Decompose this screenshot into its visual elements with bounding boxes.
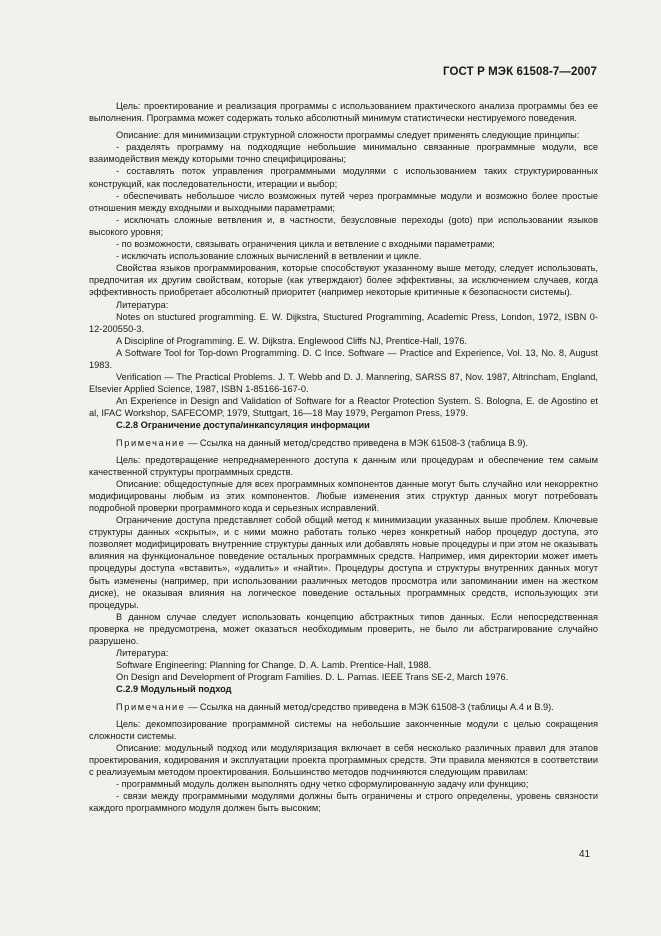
literature-label: Литература: [116, 648, 169, 659]
note-label: Примечание [116, 437, 186, 448]
literature-label: Литература: [116, 299, 169, 310]
note-paragraph [89, 437, 598, 449]
note-paragraph [89, 701, 598, 713]
list-item: - исключать использование сложных вычислений в ветвлении и цикле. [116, 251, 422, 262]
description-paragraph: Описание: для минимизации структурной сложности программы следует применять следующие принципы: [116, 130, 580, 141]
note-text: — Ссылка на данный метод/средство приведена в МЭК 61508-3 (таблицы А.4 и В.9). [185, 701, 554, 712]
note-text: — Ссылка на данный метод/средство приведена в МЭК 61508-3 (таблица В.9). [185, 437, 529, 448]
note-label: Примечание [116, 701, 186, 712]
description-paragraph: Описание: модульный подход или модуляризация включает в себя несколько различных правил для этапов проектирования, кодирования и эксплуатации проекта программных средств. Эти правила меняются в соответствии с реализуемым методом проектирования. Большинство методов подчиняются следующим правилам: [89, 742, 598, 777]
list-item: - связи между программными модулями должны быть ограничены и строго определены, уровень связности каждого программного модуля должен быть высоким; [89, 791, 598, 814]
list-item: - составлять поток управления программными модулями с использованием таких структурированных конструкций, как последовательности, итерации и выбор; [89, 166, 598, 189]
reference-item: Notes on stuctured programming. E. W. Dijkstra, Stuctured Programming, Academic Press, London, 1972, ISBN 0-12-200550-3. [89, 311, 598, 334]
list-item: - программный модуль должен выполнять одну четко сформулированную задачу или функцию; [116, 779, 529, 790]
goal-paragraph: Цель: декомпозирование программной системы на небольшие законченные модули с целью сокращения сложности системы. [89, 718, 598, 741]
section-heading: C.2.9 Модульный подход [116, 684, 232, 695]
reference-item: Verification — The Practical Problems. J. T. Webb and D. J. Mannering, SARSS 87, Nov. 1987, Altrincham, England, Elsevier Applied Science, 1987, ISBN 1-85166-167-0. [89, 372, 598, 395]
section-heading: C.2.8 Ограничение доступа/инкапсуляция информации [116, 420, 370, 431]
document-header: ГОСТ Р МЭК 61508-7—2007 [443, 66, 597, 78]
page-body [89, 100, 598, 814]
body-paragraph: В данном случае следует использовать концепцию абстрактных типов данных. Если непосредственная проверка не предусмотрена, может оказаться необходимым проверить, не было ли абстрагирование случайно разрушено. [89, 611, 598, 647]
reference-item: A Discipline of Programming. E. W. Dijkstra. Englewood Cliffs NJ, Prentice-Hall, 1976. [116, 335, 467, 346]
reference-item: Software Engineering: Planning for Change. D. A. Lamb. Prentice-Hall, 1988. [116, 660, 432, 671]
reference-item: On Design and Development of Program Families. D. L. Parnas. IEEE Trans SE-2, March 1976. [116, 672, 509, 683]
reference-item: An Experience in Design and Validation of Software for a Reactor Protection System. S. Bologna, E. de Agostino et al, IFAC Workshop, SAFECOMP, 1979, Stuttgart, 16—18 May 1979, Pergamon Press, 1979. [89, 396, 598, 419]
list-item: - обеспечивать небольшое число возможных путей через программные модули и возможно более простые отношения между входными и выходными параметрами; [89, 190, 598, 213]
page-number: 41 [579, 849, 591, 860]
reference-item: A Software Tool for Top-down Programming. D. C Ince. Software — Practice and Experience, Vol. 13, No. 8, August 1983. [89, 347, 598, 370]
list-item: - по возможности, связывать ограничения цикла и ветвление с входными параметрами; [116, 239, 495, 250]
goal-paragraph: Цель: предотвращение непреднамеренного доступа к данным или процедурам и обеспечение тем самым качественной структуры программных средств. [89, 454, 598, 477]
goal-paragraph: Цель: проектирование и реализация программы с использованием практического анализа программы без ее выполнения. Программа может содержать только абсолютный минимум статистически нестируемого поведения. [89, 101, 598, 124]
list-item: - исключать сложные ветвления и, в частности, безусловные переходы (goto) при использовании языков высокого уровня; [89, 214, 598, 237]
list-item: - разделять программу на подходящие небольшие минимально связанные программные модули, все взаимодействия между которыми точно специфицированы; [89, 142, 598, 165]
description-paragraph: Описание: общедоступные для всех программных компонентов данные могут быть случайно или некорректно модифицированы любым из этих компонентов. Любые изменения этих структур данных могут потребовать подробной проверки программного кода и серьезных исправлений. [89, 478, 598, 513]
body-paragraph: Ограничение доступа представляет собой общий метод к минимизации указанных выше проблем. Ключевые структуры данных «скрыты», и с ними можно работать только через конкретный набор процедур доступа, это позволяет модифицировать внутренние структуры данных или добавлять новые процедуры и при этом не оказывать влияния на функциональное поведение остальных программных средств. Например, имя директории может иметь процедуры доступа «вставить», «удалить» и «найти». Процедуры доступа и структуры внутренних данных могут быть изменены (например, при использовании различных методов просмотра или запоминании имен на жестком диске), не оказывая влияния на логическое поведение остальных программных средств, использующих эти процедуры. [89, 515, 598, 610]
body-paragraph: Свойства языков программирования, которые способствуют указанному выше методу, следует использовать, предпочитая их другим свойствам, которые (как утверждают) более эффективны, за исключением случаев, когда эффективность приобретает абсолютный приоритет (например некоторые критичные к безопасности системы). [89, 263, 598, 298]
